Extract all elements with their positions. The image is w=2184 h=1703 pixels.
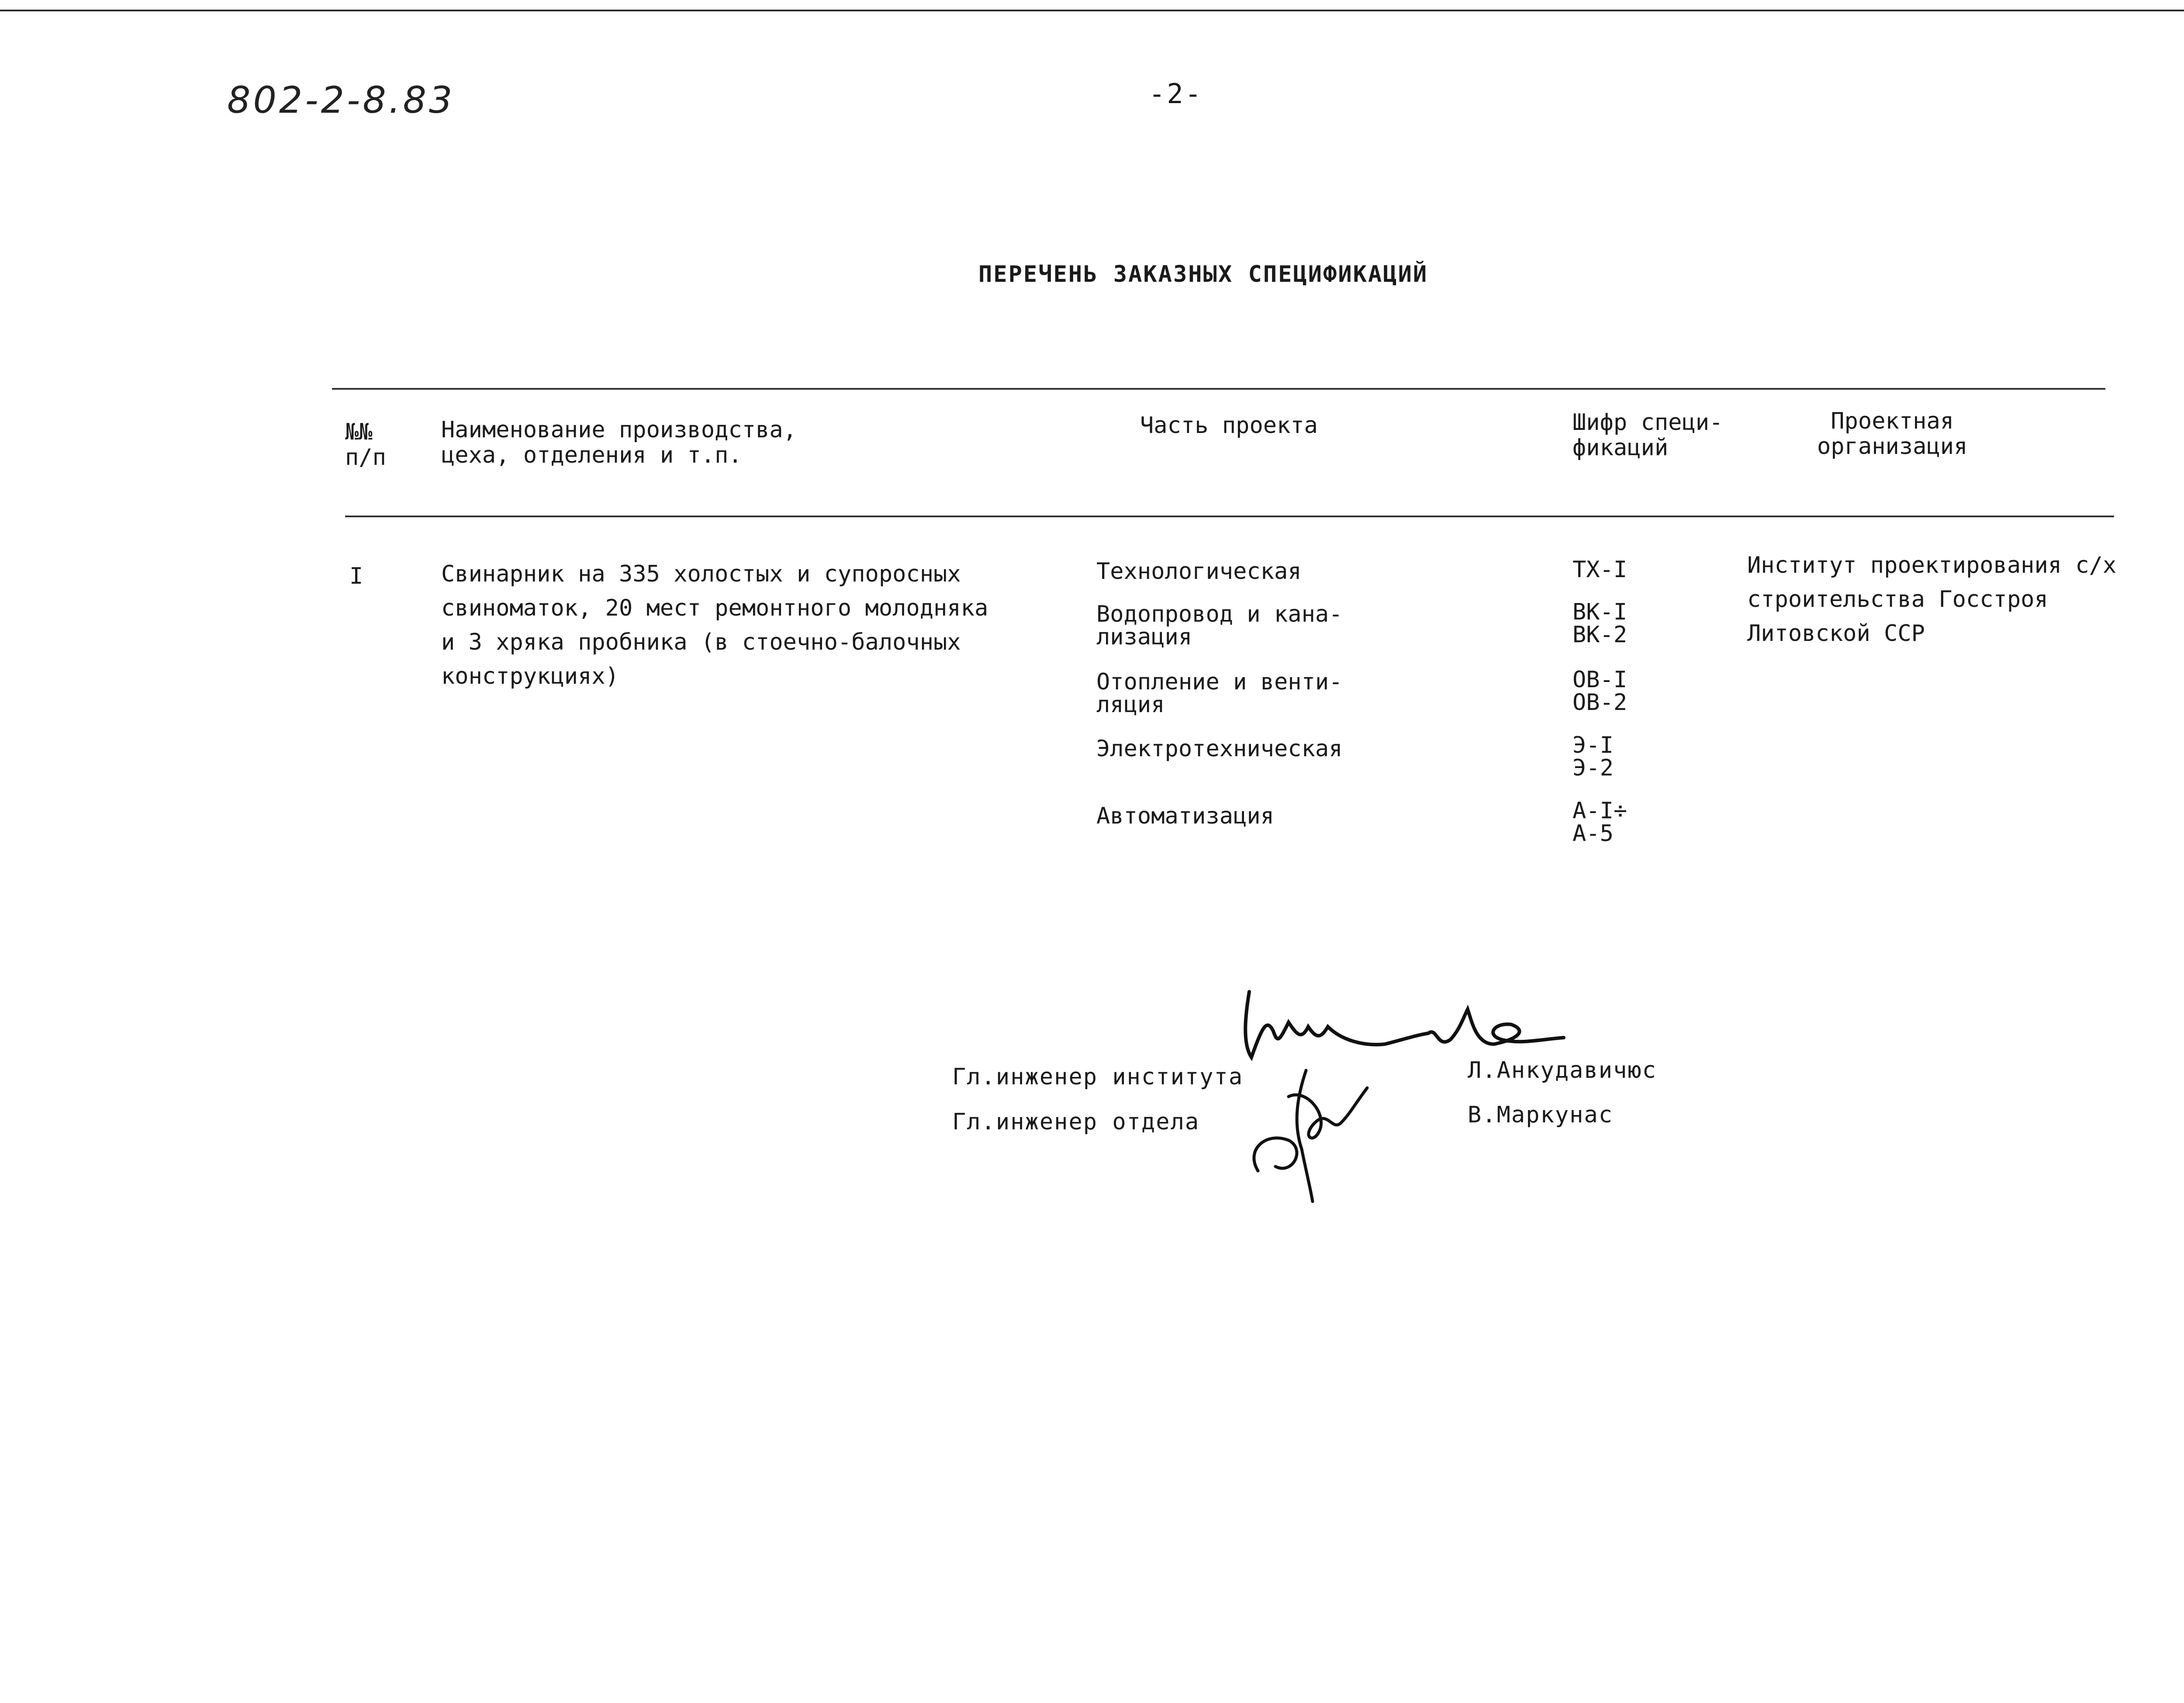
signature-role: Гл.инженер института	[952, 1064, 1244, 1090]
header-part: Часть проекта	[1140, 412, 1318, 439]
code-water: ВК-I ВК-2	[1572, 599, 1628, 648]
page-title: ПЕРЕЧЕНЬ ЗАКАЗНЫХ СПЕЦИФИКАЦИЙ	[978, 261, 1428, 287]
org-line: Литовской ССР	[1747, 620, 1925, 647]
header-org: Проектная организация	[1817, 408, 1968, 460]
document-code: 802-2-8.83	[227, 79, 455, 121]
row-name-line: и 3 хряка пробника (в стоечно-балочных	[441, 629, 961, 655]
signature-name: В.Маркунас	[1468, 1102, 1614, 1128]
org-line: Институт проектирования с/х	[1747, 552, 2117, 578]
part-automation: Автоматизация	[1096, 803, 1274, 829]
table-header-bottom-rule	[345, 516, 2114, 517]
row-organization	[1747, 548, 2116, 651]
row-number: I	[349, 563, 363, 589]
row-name-line: Свинарник на 335 холостых и супоросных	[441, 561, 961, 587]
page-top-edge	[0, 0, 2184, 11]
part-technological: Технологическая	[1096, 558, 1302, 585]
code-automation: А-I÷ А-5	[1572, 798, 1628, 847]
header-num: №№ п/п	[345, 419, 386, 471]
signature-name: Л.Анкудавичюс	[1468, 1057, 1657, 1083]
handwritten-signature-2	[1241, 1062, 1380, 1206]
row-name-line: конструкциях)	[441, 663, 619, 689]
table-top-rule	[332, 388, 2105, 390]
part-electrical: Электротехническая	[1096, 736, 1343, 762]
part-heating: Отопление и венти- ляция	[1096, 669, 1343, 718]
code-technological: ТХ-I	[1572, 557, 1628, 583]
org-line: строительства Госстроя	[1747, 586, 2048, 613]
row-name	[441, 557, 988, 693]
code-electrical: Э-I Э-2	[1572, 732, 1614, 781]
header-name: Наименование производства, цеха, отделения и т.п.	[441, 417, 797, 468]
code-heating: ОВ-I ОВ-2	[1572, 667, 1628, 716]
row-name-line: свиноматок, 20 мест ремонтного молодняка	[441, 595, 988, 621]
handwritten-signature-1	[1232, 974, 1581, 1075]
part-water: Водопровод и кана- лизация	[1096, 601, 1343, 650]
signature-role: Гл.инженер отдела	[952, 1109, 1200, 1135]
header-code: Шифр специ- фикаций	[1572, 409, 1723, 461]
page-number: -2-	[1149, 78, 1203, 110]
